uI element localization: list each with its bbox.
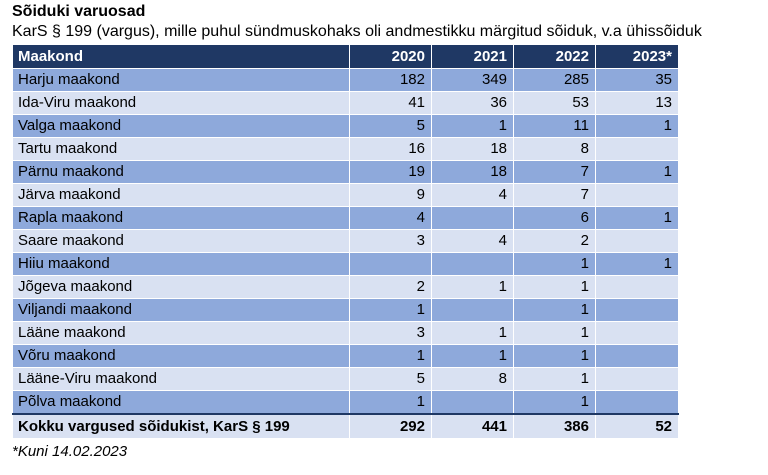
cell-2020: 3 [350, 230, 432, 253]
cell-2022: 1 [514, 368, 596, 391]
cell-2020: 9 [350, 184, 432, 207]
cell-2022: 8 [514, 138, 596, 161]
county-name: Rapla maakond [13, 207, 350, 230]
cell-2020: 41 [350, 92, 432, 115]
cell-2023 [596, 391, 679, 415]
table-body [13, 69, 679, 415]
cell-2020: 3 [350, 322, 432, 345]
cell-2021: 1 [432, 115, 514, 138]
total-2022: 386 [514, 414, 596, 439]
cell-2020: 1 [350, 345, 432, 368]
total-2020: 292 [350, 414, 432, 439]
report-title: Sõiduki varuosad [12, 3, 146, 20]
cell-2021: 36 [432, 92, 514, 115]
cell-2022: 11 [514, 115, 596, 138]
column-header-2023: 2023* [596, 45, 679, 69]
table-row [13, 184, 679, 207]
cell-2021: 18 [432, 138, 514, 161]
cell-2023: 1 [596, 253, 679, 276]
county-name: Pärnu maakond [13, 161, 350, 184]
table-row [13, 207, 679, 230]
cell-2023 [596, 322, 679, 345]
total-label: Kokku vargused sõidukist, KarS § 199 [13, 414, 350, 439]
cell-2022: 1 [514, 276, 596, 299]
cell-2021: 4 [432, 230, 514, 253]
cell-2023: 1 [596, 207, 679, 230]
cell-2020: 1 [350, 299, 432, 322]
cell-2023 [596, 299, 679, 322]
cell-2022: 7 [514, 161, 596, 184]
total-2023: 52 [596, 414, 679, 439]
cell-2020: 1 [350, 391, 432, 415]
total-2021: 441 [432, 414, 514, 439]
cell-2021: 1 [432, 276, 514, 299]
county-name: Järva maakond [13, 184, 350, 207]
table-header-row [13, 45, 679, 69]
cell-2020: 2 [350, 276, 432, 299]
cell-2021: 4 [432, 184, 514, 207]
cell-2022: 6 [514, 207, 596, 230]
cell-2021 [432, 207, 514, 230]
column-header-2021: 2021 [432, 45, 514, 69]
cell-2021: 8 [432, 368, 514, 391]
county-name: Valga maakond [13, 115, 350, 138]
table-row [13, 253, 679, 276]
county-name: Harju maakond [13, 69, 350, 92]
table-row [13, 368, 679, 391]
county-name: Jõgeva maakond [13, 276, 350, 299]
table-row [13, 391, 679, 415]
cell-2020: 5 [350, 368, 432, 391]
cell-2023 [596, 345, 679, 368]
table-row [13, 161, 679, 184]
cell-2023 [596, 184, 679, 207]
table-row [13, 230, 679, 253]
cell-2022: 2 [514, 230, 596, 253]
table-row [13, 115, 679, 138]
cell-2023 [596, 276, 679, 299]
cell-2022: 1 [514, 322, 596, 345]
cell-2023 [596, 368, 679, 391]
table-row [13, 276, 679, 299]
cell-2022: 53 [514, 92, 596, 115]
cell-2020: 4 [350, 207, 432, 230]
cell-2022: 1 [514, 299, 596, 322]
cell-2023 [596, 138, 679, 161]
cell-2022: 1 [514, 253, 596, 276]
cell-2020 [350, 253, 432, 276]
cell-2021: 18 [432, 161, 514, 184]
cell-2020: 16 [350, 138, 432, 161]
county-name: Võru maakond [13, 345, 350, 368]
cell-2021 [432, 391, 514, 415]
table-row [13, 69, 679, 92]
cell-2021: 1 [432, 345, 514, 368]
footnote: *Kuni 14.02.2023 [12, 443, 128, 460]
cell-2023: 13 [596, 92, 679, 115]
county-name: Ida-Viru maakond [13, 92, 350, 115]
table-row [13, 322, 679, 345]
cell-2023 [596, 230, 679, 253]
cell-2023: 1 [596, 115, 679, 138]
total-row [13, 414, 679, 439]
column-header-2022: 2022 [514, 45, 596, 69]
table-row [13, 92, 679, 115]
column-header-county: Maakond [13, 45, 350, 69]
cell-2023: 1 [596, 161, 679, 184]
county-name: Lääne-Viru maakond [13, 368, 350, 391]
cell-2022: 1 [514, 345, 596, 368]
cell-2022: 285 [514, 69, 596, 92]
cell-2020: 5 [350, 115, 432, 138]
thefts-table [12, 44, 679, 439]
cell-2021: 1 [432, 322, 514, 345]
cell-2023: 35 [596, 69, 679, 92]
column-header-2020: 2020 [350, 45, 432, 69]
county-name: Tartu maakond [13, 138, 350, 161]
county-name: Põlva maakond [13, 391, 350, 415]
cell-2022: 7 [514, 184, 596, 207]
county-name: Hiiu maakond [13, 253, 350, 276]
report-subtitle: KarS § 199 (vargus), mille puhul sündmuskohaks oli andmestikku märgitud sõiduk, v.a ühissõiduk [12, 23, 702, 40]
table-row [13, 138, 679, 161]
county-name: Lääne maakond [13, 322, 350, 345]
table-row [13, 345, 679, 368]
table-row [13, 299, 679, 322]
county-name: Viljandi maakond [13, 299, 350, 322]
cell-2021 [432, 299, 514, 322]
cell-2020: 182 [350, 69, 432, 92]
cell-2020: 19 [350, 161, 432, 184]
cell-2022: 1 [514, 391, 596, 415]
cell-2021 [432, 253, 514, 276]
county-name: Saare maakond [13, 230, 350, 253]
cell-2021: 349 [432, 69, 514, 92]
